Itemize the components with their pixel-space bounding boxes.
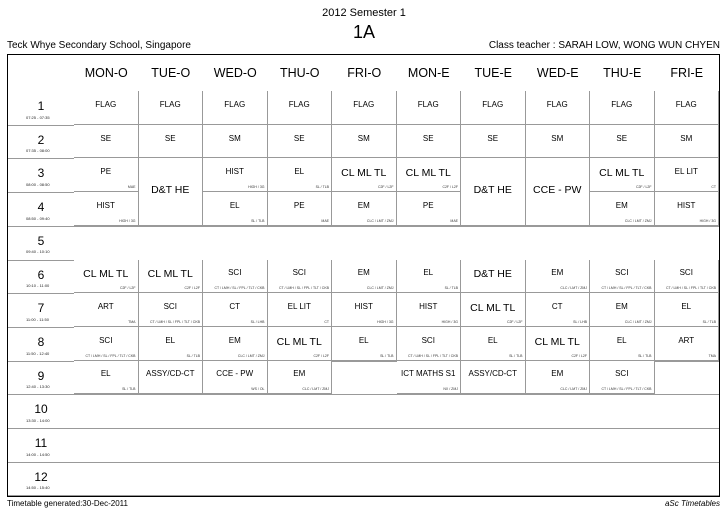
lesson-subject: SCI xyxy=(163,302,177,312)
lesson-subject: CL ML TL xyxy=(534,335,580,348)
period-label xyxy=(8,158,74,192)
lesson-subject: SE xyxy=(422,133,434,143)
period-number: 8 xyxy=(37,334,45,349)
lesson-subject: FLAG xyxy=(159,99,181,109)
lesson-room: HIGH / 3G xyxy=(441,319,458,324)
lesson-cell xyxy=(139,260,204,294)
lesson-subject: CL ML TL xyxy=(341,167,387,180)
period-time: 12:40 - 13:30 xyxy=(26,384,50,390)
lesson-subject: SCI xyxy=(292,268,306,278)
lesson-cell xyxy=(590,158,655,192)
period-time: 13:30 - 14:00 xyxy=(26,417,50,423)
lesson-subject: HIST xyxy=(354,302,373,312)
lesson-subject: EL xyxy=(165,335,176,345)
lesson-subject: SCI xyxy=(679,268,693,278)
lesson-cell xyxy=(203,260,268,294)
lesson-subject: FLAG xyxy=(353,99,375,109)
lesson-subject: ASSY/CD-CT xyxy=(468,369,517,379)
lesson-subject: SM xyxy=(680,133,693,143)
lesson-cell xyxy=(590,125,655,159)
lesson-subject: SM xyxy=(357,133,370,143)
period-number: 9 xyxy=(37,368,45,383)
lesson-room: C2F / L2F xyxy=(635,185,652,190)
lesson-room: C2F / L2F xyxy=(506,319,523,324)
lesson-cell xyxy=(74,125,139,159)
lesson-subject: D&T HE xyxy=(473,268,512,281)
period-label xyxy=(8,462,74,496)
period-number: 4 xyxy=(37,200,45,215)
lesson-room: CLC / LMT / ZMJ xyxy=(237,353,265,358)
lesson-subject: EL xyxy=(423,268,434,278)
lesson-cell xyxy=(74,158,139,192)
lesson-subject: CT xyxy=(229,302,241,312)
lesson-subject: EL xyxy=(229,200,240,210)
lesson-subject: ART xyxy=(678,335,695,345)
lesson-room: SL / LHB xyxy=(573,319,587,324)
period-number: 10 xyxy=(34,402,48,417)
period-time: 10:10 - 11:00 xyxy=(26,283,50,289)
day-header: MON-O xyxy=(84,66,128,80)
period-number: 6 xyxy=(37,267,45,282)
lesson-subject: PE xyxy=(100,167,112,177)
lesson-cell xyxy=(590,361,655,395)
software-credit: aSc Timetables xyxy=(664,499,720,508)
lesson-subject: EM xyxy=(357,200,370,210)
lesson-subject: CT xyxy=(551,302,563,312)
lesson-cell xyxy=(332,192,397,226)
period-label xyxy=(8,361,74,395)
lesson-cell xyxy=(461,91,526,125)
lesson-room: C2F / L2F xyxy=(119,286,136,291)
lesson-cell xyxy=(461,260,526,294)
lesson-room: SL / TLB xyxy=(702,319,716,324)
lesson-room: C2F / L2F xyxy=(442,185,458,190)
lesson-subject: FLAG xyxy=(675,99,697,109)
lesson-room: SL / TLB xyxy=(444,286,458,291)
lesson-cell xyxy=(139,125,204,159)
day-header: THU-O xyxy=(279,66,320,80)
day-header: TUE-E xyxy=(474,66,512,80)
period-number: 3 xyxy=(37,166,45,181)
lesson-subject: HIST xyxy=(96,200,115,210)
period-time: 11:50 - 12:40 xyxy=(26,350,50,356)
lesson-cell xyxy=(268,91,333,125)
lesson-room: CLC / LMT / ZMJ xyxy=(560,286,587,291)
lesson-room: SL / TLB xyxy=(380,353,394,358)
lesson-subject: EL LIT xyxy=(287,302,311,312)
lesson-room: CT / LMH / SL / FPL / TLT / CKB xyxy=(278,286,329,291)
timetable-grid xyxy=(7,54,720,497)
period-time: 07:35 - 08:00 xyxy=(26,148,50,154)
lesson-cell xyxy=(655,125,720,159)
lesson-cell xyxy=(397,293,462,327)
lesson-room: CT / LMH / SL / FPL / TLT / CKB xyxy=(214,286,265,291)
lesson-cell xyxy=(655,91,720,125)
lesson-room: MAE xyxy=(321,218,329,223)
lesson-cell xyxy=(461,125,526,159)
lesson-room: CT / LMH / SL / FPL / TLT / CKB xyxy=(601,387,652,392)
lesson-room: C2F / L2F xyxy=(571,353,587,358)
lesson-room: HIGH / 3G xyxy=(119,218,136,223)
semester-title: 2012 Semester 1 xyxy=(322,7,406,19)
lesson-room: HIGH / 3G xyxy=(699,218,716,223)
lesson-room: C2F / L2F xyxy=(184,286,200,291)
lesson-cell xyxy=(332,293,397,327)
lesson-room: MAE xyxy=(127,185,136,190)
lesson-cell xyxy=(203,125,268,159)
lesson-subject: SCI xyxy=(615,369,629,379)
period-label xyxy=(8,226,74,260)
period-time: 11:00 - 11:50 xyxy=(26,316,49,322)
lesson-room: CT / LMH / SL / FPL / TLT / CKB xyxy=(85,353,136,358)
lesson-subject: CL ML TL xyxy=(83,268,129,281)
lesson-cell xyxy=(74,91,139,125)
lesson-subject: FLAG xyxy=(224,99,246,109)
lesson-subject: SM xyxy=(228,133,241,143)
lesson-cell xyxy=(139,91,204,125)
lesson-cell xyxy=(332,91,397,125)
lesson-cell xyxy=(526,91,591,125)
lesson-room: CT / LMH / SL / FPL / TLT / CKB xyxy=(601,286,652,291)
period-label xyxy=(8,428,74,462)
lesson-cell xyxy=(268,158,333,192)
lesson-cell xyxy=(590,192,655,226)
lesson-cell xyxy=(397,158,462,192)
lesson-subject: ART xyxy=(97,302,114,312)
lesson-subject: SM xyxy=(551,133,564,143)
lesson-cell xyxy=(332,260,397,294)
lesson-cell xyxy=(332,125,397,159)
row-divider xyxy=(8,226,719,227)
lesson-subject: PE xyxy=(422,200,434,210)
lesson-cell xyxy=(526,260,591,294)
lesson-subject: EL xyxy=(616,335,627,345)
lesson-cell xyxy=(268,361,333,395)
lesson-room: CLC / LMT / ZMJ xyxy=(366,218,394,223)
lesson-cell xyxy=(74,361,139,395)
lesson-room: SL / TLB xyxy=(251,218,265,223)
row-divider xyxy=(8,428,719,429)
lesson-room: TMA xyxy=(128,319,136,324)
day-header: FRI-E xyxy=(670,66,704,80)
lesson-room: C2F / L2F xyxy=(313,353,329,358)
lesson-subject: HIST xyxy=(225,167,244,177)
lesson-cell xyxy=(203,361,268,395)
lesson-subject: SE xyxy=(164,133,176,143)
lesson-cell xyxy=(397,361,462,395)
lesson-subject: PE xyxy=(293,200,305,210)
lesson-cell xyxy=(74,327,139,361)
period-time: 08:00 - 08:50 xyxy=(26,182,50,188)
day-header: FRI-O xyxy=(347,66,382,80)
period-time: 14:00 - 14:50 xyxy=(26,451,50,457)
class-name: 1A xyxy=(352,22,376,42)
lesson-subject: FLAG xyxy=(417,99,439,109)
lesson-room: SL / TLB xyxy=(122,387,136,392)
lesson-cell xyxy=(332,327,397,361)
lesson-cell xyxy=(397,260,462,294)
lesson-cell xyxy=(268,260,333,294)
lesson-subject: SE xyxy=(487,133,499,143)
period-time: 09:40 - 10:10 xyxy=(26,249,50,255)
lesson-room: CT / LMH / SL / FPL / TLT / CKB xyxy=(407,353,458,358)
lesson-subject: D&T HE xyxy=(473,184,512,197)
lesson-cell xyxy=(203,293,268,327)
row-divider xyxy=(8,394,719,395)
period-number: 11 xyxy=(34,436,48,450)
lesson-cell xyxy=(397,91,462,125)
lesson-subject: EM xyxy=(293,369,306,379)
lesson-room: SL / LHB xyxy=(250,319,265,324)
lesson-cell xyxy=(461,158,526,225)
lesson-room: WS / OL xyxy=(251,387,265,392)
lesson-room: CT xyxy=(711,185,716,190)
period-time: 08:50 - 09:40 xyxy=(26,215,50,221)
period-label xyxy=(8,125,74,159)
lesson-cell xyxy=(590,260,655,294)
lesson-subject: EM xyxy=(551,268,564,278)
lesson-cell xyxy=(268,192,333,226)
period-label xyxy=(8,192,74,226)
lesson-subject: ASSY/CD-CT xyxy=(146,369,195,379)
lesson-room: TMA xyxy=(708,353,716,358)
lesson-room: NX / ZMJ xyxy=(443,387,458,392)
lesson-subject: CL ML TL xyxy=(599,167,645,180)
lesson-cell xyxy=(203,158,268,192)
lesson-subject: CCE - PW xyxy=(216,369,254,379)
lesson-cell xyxy=(139,158,204,225)
lesson-cell xyxy=(461,361,526,395)
lesson-cell xyxy=(74,192,139,226)
lesson-room: HIGH / 3G xyxy=(377,319,394,324)
period-label xyxy=(8,260,74,294)
lesson-room: MAE xyxy=(450,218,458,223)
lesson-cell xyxy=(590,293,655,327)
lesson-subject: ICT MATHS S1 xyxy=(401,369,456,379)
lesson-cell xyxy=(526,293,591,327)
lesson-cell xyxy=(655,192,720,226)
row-divider xyxy=(8,462,719,463)
lesson-subject: SCI xyxy=(99,335,113,345)
generated-date: Timetable generated:30-Dec-2011 xyxy=(7,499,128,508)
lesson-cell xyxy=(203,192,268,226)
lesson-subject: FLAG xyxy=(288,99,310,109)
period-time: 14:50 - 15:40 xyxy=(26,485,50,491)
lesson-subject: EM xyxy=(615,200,628,210)
lesson-subject: SE xyxy=(100,133,112,143)
lesson-room: CLC / LMT / ZMJ xyxy=(560,387,587,392)
lesson-cell xyxy=(655,293,720,327)
lesson-subject: EM xyxy=(551,369,564,379)
lesson-cell xyxy=(139,361,204,395)
lesson-room: CT / LMH / SL / FPL / TLT / CKB xyxy=(149,319,200,324)
lesson-subject: CL ML TL xyxy=(276,335,322,348)
lesson-subject: FLAG xyxy=(95,99,117,109)
lesson-subject: EL xyxy=(487,335,498,345)
lesson-room: CLC / LMT / ZMJ xyxy=(302,387,329,392)
lesson-cell xyxy=(268,293,333,327)
lesson-cell xyxy=(74,293,139,327)
class-teacher: Class teacher : SARAH LOW, WONG WUN CHYEN xyxy=(488,40,720,51)
lesson-cell xyxy=(655,260,720,294)
lesson-subject: SCI xyxy=(615,268,629,278)
lesson-room: CLC / LMT / ZMJ xyxy=(624,218,652,223)
lesson-subject: SE xyxy=(293,133,305,143)
lesson-subject: SCI xyxy=(228,268,242,278)
lesson-subject: CL ML TL xyxy=(405,167,451,180)
day-header: WED-O xyxy=(213,66,257,80)
lesson-subject: CCE - PW xyxy=(533,184,582,197)
lesson-cell xyxy=(590,327,655,361)
lesson-subject: HIST xyxy=(419,302,438,312)
lesson-room: CT / LMH / SL / FPL / TLT / CKB xyxy=(665,286,716,291)
lesson-cell xyxy=(397,125,462,159)
lesson-cell xyxy=(139,327,204,361)
lesson-subject: EM xyxy=(357,268,370,278)
lesson-room: C2F / L2F xyxy=(377,185,394,190)
period-number: 5 xyxy=(37,233,45,248)
lesson-cell xyxy=(655,158,720,192)
lesson-subject: FLAG xyxy=(546,99,568,109)
lesson-cell xyxy=(74,260,139,294)
lesson-cell xyxy=(655,327,720,361)
lesson-subject: SE xyxy=(616,133,628,143)
lesson-cell xyxy=(139,293,204,327)
period-label xyxy=(8,327,74,361)
lesson-subject: EL LIT xyxy=(674,167,698,177)
day-header: THU-E xyxy=(603,66,642,80)
lesson-room: SL / TLB xyxy=(509,353,523,358)
period-label xyxy=(8,91,74,125)
lesson-room: HIGH / 3G xyxy=(248,185,265,190)
lesson-subject: FLAG xyxy=(611,99,633,109)
lesson-cell xyxy=(203,91,268,125)
lesson-cell xyxy=(397,192,462,226)
lesson-subject: CL ML TL xyxy=(147,268,193,281)
lesson-subject: FLAG xyxy=(482,99,504,109)
lesson-cell xyxy=(397,327,462,361)
day-header: MON-E xyxy=(407,66,450,80)
lesson-subject: D&T HE xyxy=(151,184,190,197)
day-header: TUE-O xyxy=(151,66,191,80)
lesson-cell xyxy=(268,125,333,159)
lesson-cell xyxy=(461,327,526,361)
lesson-cell xyxy=(526,327,591,361)
lesson-room: CT xyxy=(324,319,329,324)
lesson-cell xyxy=(526,125,591,159)
lesson-subject: HIST xyxy=(677,200,696,210)
period-number: 2 xyxy=(37,132,45,147)
lesson-subject: EL xyxy=(681,302,692,312)
school-name: Teck Whye Secondary School, Singapore xyxy=(7,40,191,51)
lesson-subject: EL xyxy=(358,335,369,345)
period-number: 7 xyxy=(37,301,45,316)
lesson-room: CLC / LMT / ZMJ xyxy=(624,319,652,324)
lesson-cell xyxy=(203,327,268,361)
period-label xyxy=(8,293,74,327)
period-label xyxy=(8,394,74,428)
period-time: 07:25 - 07:35 xyxy=(26,114,50,120)
lesson-subject: CL ML TL xyxy=(470,302,516,315)
lesson-cell xyxy=(461,293,526,327)
lesson-cell xyxy=(332,158,397,192)
lesson-subject: EL xyxy=(294,167,305,177)
period-number: 12 xyxy=(34,469,48,484)
period-number: 1 xyxy=(37,99,45,113)
lesson-room: SL / TLB xyxy=(315,185,329,190)
lesson-cell xyxy=(268,327,333,361)
lesson-room: SL / TLB xyxy=(638,353,652,358)
lesson-cell xyxy=(526,158,591,225)
lesson-cell xyxy=(526,361,591,395)
lesson-cell xyxy=(590,91,655,125)
day-header: WED-E xyxy=(536,66,579,80)
lesson-room: CLC / LMT / ZMJ xyxy=(366,286,394,291)
lesson-subject: EM xyxy=(228,335,241,345)
row-divider xyxy=(8,495,719,496)
lesson-subject: EM xyxy=(615,302,628,312)
lesson-room: SL / TLB xyxy=(186,353,200,358)
lesson-subject: EL xyxy=(100,369,111,379)
lesson-subject: SCI xyxy=(421,335,435,345)
